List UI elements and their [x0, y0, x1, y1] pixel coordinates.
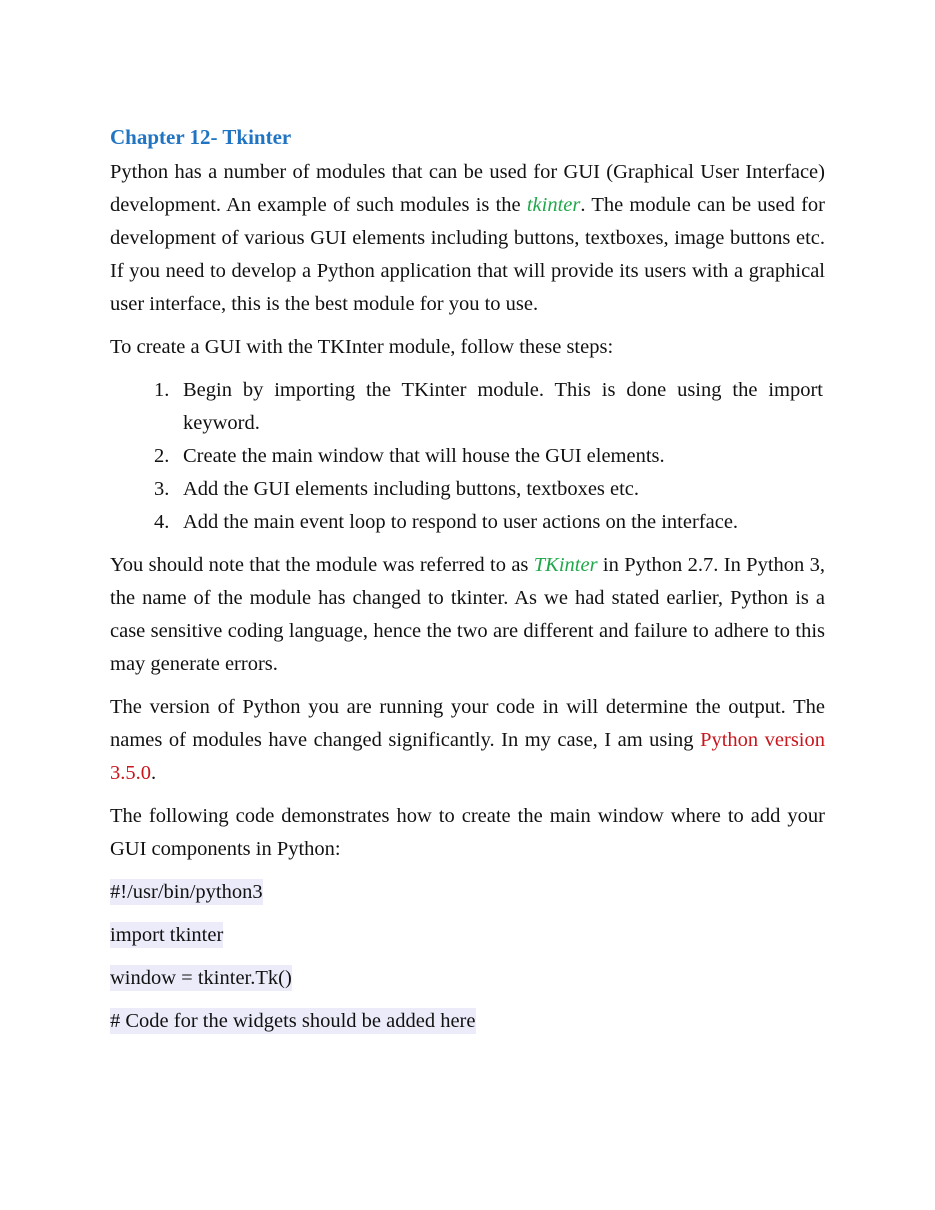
step-text: Create the main window that will house the GUI elements. — [183, 445, 665, 467]
version-paragraph — [110, 691, 825, 790]
code-line: # Code for the widgets should be added here — [110, 1010, 476, 1032]
steps-intro-paragraph: To create a GUI with the TKInter module, follow these steps: — [110, 336, 614, 358]
step-number: 3. — [154, 478, 170, 500]
intro-paragraph — [110, 156, 825, 321]
step-number: 1. — [154, 379, 170, 401]
chapter-heading: Chapter 12- Tkinter — [110, 125, 292, 149]
step-number: 4. — [154, 511, 170, 533]
code-line: #!/usr/bin/python3 — [110, 881, 263, 903]
document-page — [110, 122, 825, 1048]
tkinter-name-highlight: TKinter — [533, 554, 598, 576]
list-item — [110, 506, 825, 539]
note-paragraph — [110, 549, 825, 681]
intro-text-2: . The module can be used for development of various GUI elements including buttons, textboxes, image buttons etc. If you need to develop a Python application that will provide its users with a graphical user interface, this is the best module for you to use. — [110, 194, 825, 315]
step-number: 2. — [154, 445, 170, 467]
step-text: Begin by importing the TKinter module. This is done using the import keyword. — [183, 379, 823, 434]
code-line-block — [110, 919, 825, 952]
step-text: Add the main event loop to respond to user actions on the interface. — [183, 511, 739, 533]
intro-text-1: Python has a number of modules that can be used for GUI (Graphical User Interface) development. An example of such modules is the — [110, 161, 825, 216]
version-text-1: The version of Python you are running your code in will determine the output. The names of modules have changed significantly. In my case, I am using — [110, 696, 825, 751]
list-item — [110, 440, 825, 473]
version-text-2: . — [151, 762, 157, 784]
code-intro-paragraph: The following code demonstrates how to create the main window where to add your GUI components in Python: — [110, 805, 825, 860]
code-line-block — [110, 876, 825, 909]
list-item — [110, 374, 825, 440]
code-line-block — [110, 1005, 825, 1038]
note-text-1: You should note that the module was referred to as — [110, 554, 534, 576]
note-text-2: in Python 2.7. In Python 3, the name of the module has changed to tkinter. As we had stated earlier, Python is a case sensitive coding language, hence the two are different and failure to adhere to this may generate errors. — [110, 554, 825, 675]
code-line-block — [110, 962, 825, 995]
list-item — [110, 473, 825, 506]
tkinter-highlight: tkinter — [526, 194, 581, 216]
python-version-highlight: Python version 3.5.0 — [110, 729, 825, 784]
code-line: window = tkinter.Tk() — [110, 967, 292, 989]
code-line: import tkinter — [110, 924, 224, 946]
steps-list — [110, 374, 825, 539]
step-text: Add the GUI elements including buttons, textboxes etc. — [183, 478, 640, 500]
